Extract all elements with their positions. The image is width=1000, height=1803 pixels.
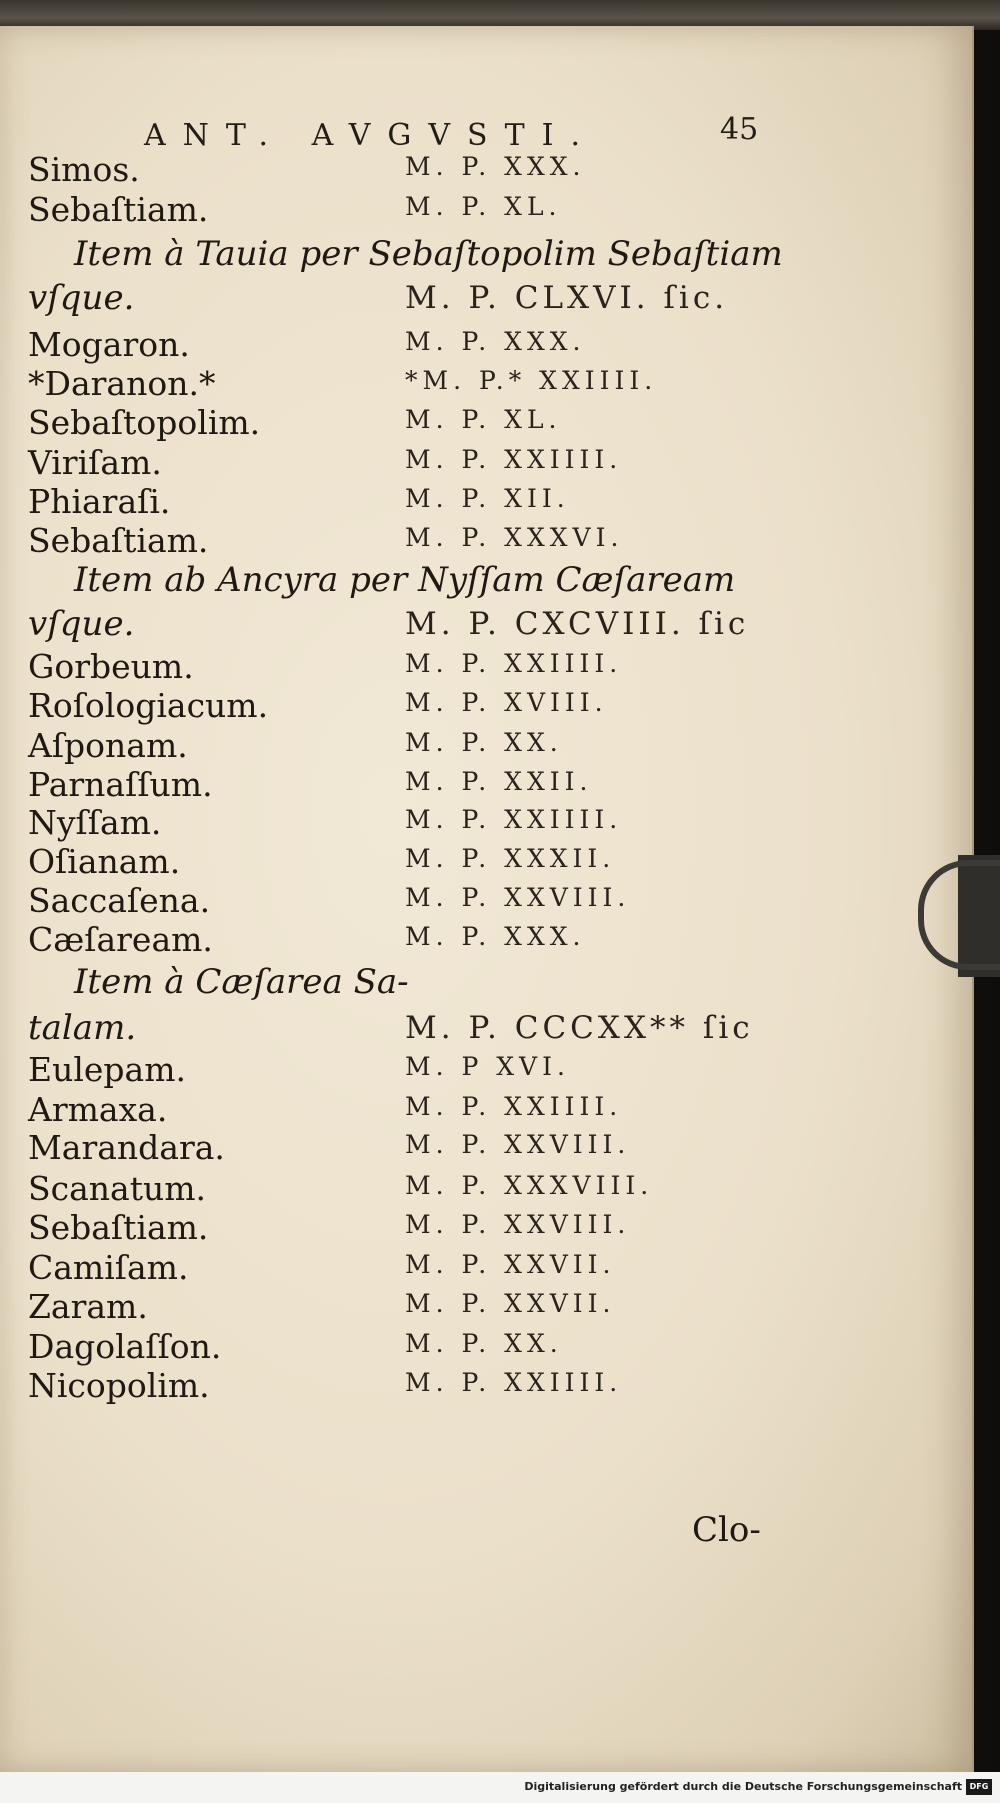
itinerary-row [0,325,920,367]
route-heading-continuation: vſque. [28,278,135,318]
itinerary-row [0,920,920,962]
place-name: *Daranon.* [28,364,216,403]
itinerary-row [0,364,920,406]
itinerary-row [0,1090,920,1132]
place-name: Sebaſtiam. [28,1208,209,1247]
distance-value: M. P. XXIIII. [405,445,623,474]
distance-value: M. P. XXVIII. [405,1210,631,1239]
distance-value: M. P. XXVII. [405,1289,616,1318]
itinerary-row [0,1287,920,1329]
itinerary-row [0,1248,920,1290]
itinerary-row [0,234,920,276]
distance-value: M. P. XXVII. [405,1250,616,1279]
itinerary-row [0,604,920,646]
place-name: Gorbeum. [28,647,194,686]
itinerary-row [0,1208,920,1250]
route-heading: Item à Cæſarea Sa- [74,962,409,1002]
route-heading-continuation: talam. [28,1008,137,1048]
dfg-logo-icon: DFG [966,1779,992,1795]
distance-value: M. P. XVIII. [405,688,608,717]
distance-value: M. P. CCCXX** ſic [405,1010,754,1046]
place-name: Saccaſena. [28,881,211,920]
place-name: Marandara. [28,1128,225,1167]
itinerary-row [0,803,920,845]
place-name: Phiaraſi. [28,482,171,521]
itinerary-row [0,686,920,728]
distance-value: M. P. XXIIII. [405,1368,623,1397]
itinerary-row [0,403,920,445]
itinerary-row [0,150,920,192]
itinerary-row [0,278,920,320]
running-head: ANT. AVGVSTI. [144,118,598,153]
itinerary-row [0,190,920,232]
place-name: Roſologiacum. [28,686,269,725]
distance-value: M. P. XXVIII. [405,883,631,912]
place-name: Parnaſſum. [28,765,213,804]
place-name: Armaxa. [28,1090,168,1129]
place-name: Sebaſtopolim. [28,403,261,442]
place-name: Simos. [28,150,140,189]
distance-value: M. P. XL. [405,192,562,221]
distance-value: *M. P.* XXIIII. [405,366,658,395]
place-name: Eulepam. [28,1050,187,1089]
place-name: Oſianam. [28,842,181,881]
itinerary-row [0,1366,920,1408]
place-name: Sebaſtiam. [28,521,209,560]
itinerary-row [0,842,920,884]
place-name: Scanatum. [28,1169,206,1208]
distance-value: M. P. XXX. [405,152,586,181]
distance-value: M. P. XXIIII. [405,805,623,834]
funding-credit: Digitalisierung gefördert durch die Deutsche Forschungsgemeinschaft [524,1780,962,1793]
place-name: Viriſam. [28,443,162,482]
place-name: Aſponam. [28,726,188,765]
digitization-footer [0,1772,1000,1803]
itinerary-row [0,1327,920,1369]
itinerary-row [0,881,920,923]
bookmark-clip-icon [918,860,1000,970]
route-heading: Item à Tauia per Sebaſtopolim Sebaſtiam [74,234,783,274]
place-name: Zaram. [28,1287,148,1326]
itinerary-row [0,765,920,807]
distance-value: M. P. XXVIII. [405,1130,631,1159]
place-name: Cæſaream. [28,920,213,959]
place-name: Mogaron. [28,325,190,364]
distance-value: M. P. XXX. [405,327,586,356]
distance-value: M. P. XII. [405,484,570,513]
distance-value: M. P. XXIIII. [405,1092,623,1121]
distance-value: M. P. XX. [405,728,563,757]
itinerary-row [0,560,920,602]
itinerary-row [0,1169,920,1211]
distance-value: M. P. XX. [405,1329,563,1358]
itinerary-row [0,443,920,485]
distance-value: M. P. XL. [405,405,562,434]
place-name: Nyſſam. [28,803,162,842]
distance-value: M. P. XXIIII. [405,649,623,678]
distance-value: M. P. CLXVI. ſic. [405,280,729,316]
distance-value: M. P XVI. [405,1052,570,1081]
place-name: Dagolaſſon. [28,1327,222,1366]
place-name: Nicopolim. [28,1366,210,1405]
itinerary-row [0,1128,920,1170]
itinerary-row [0,726,920,768]
page-number: 45 [720,112,759,147]
route-heading-continuation: vſque. [28,604,135,644]
distance-value: M. P. XXXVIII. [405,1171,654,1200]
itinerary-row [0,962,920,1004]
place-name: Camiſam. [28,1248,189,1287]
itinerary-row [0,1050,920,1092]
distance-value: M. P. CXCVIII. ſic [405,606,750,642]
distance-value: M. P. XXII. [405,767,593,796]
distance-value: M. P. XXXVI. [405,523,624,552]
itinerary-row [0,647,920,689]
route-heading: Item ab Ancyra per Nyſſam Cæſaream [74,560,736,600]
catchword: Clo- [692,1510,761,1550]
itinerary-row [0,482,920,524]
itinerary-row [0,521,920,563]
place-name: Sebaſtiam. [28,190,209,229]
distance-value: M. P. XXXII. [405,844,616,873]
itinerary-row [0,1008,920,1050]
distance-value: M. P. XXX. [405,922,586,951]
